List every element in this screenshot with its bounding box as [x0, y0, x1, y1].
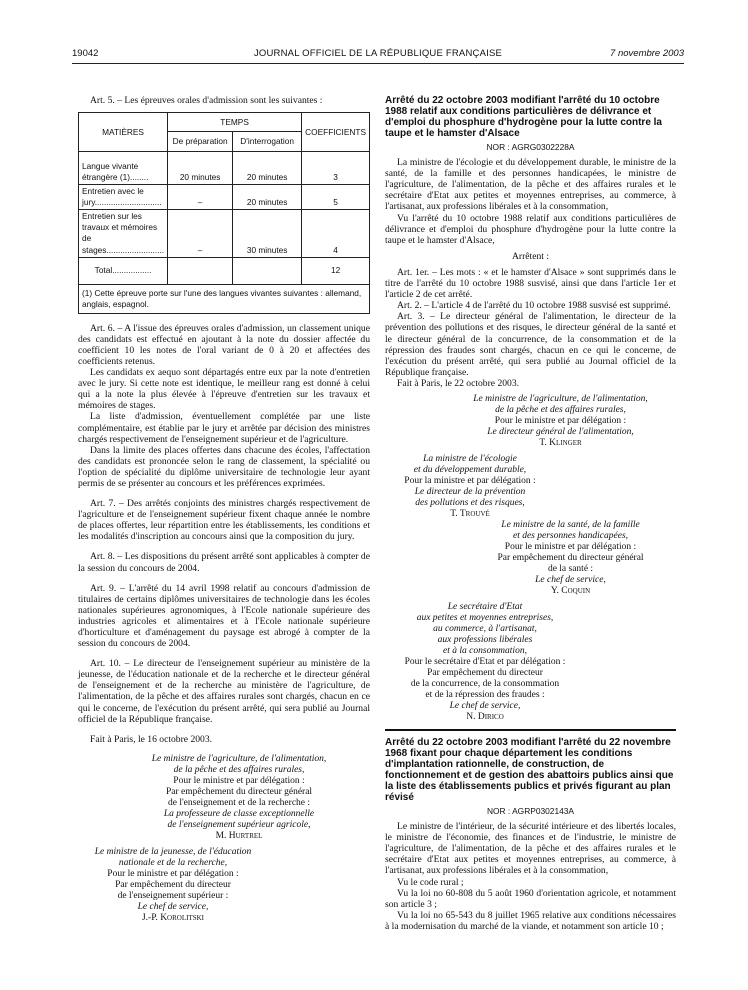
page-header [72, 48, 684, 62]
arretent: Arrêtent : [511, 250, 550, 262]
cell-matiere: Entretien sur les travaux et mémoires de stages......................... [79, 210, 168, 257]
art6-a: Art. 6. – A l'issue des épreuves orales d'admission, un classement unique des candidats est effectué en ajoutant à la note du dossier affectée du coefficient 10 les notes de l'oral variant de 0 à 20 et affectées des coefficients retenus. [78, 322, 370, 367]
art6-b: Les candidats ex aequo sont départagés entre eux par la note d'entretien avec le jury. Si cette note est identique, le meilleur rang est donné à celui qui a la note la plus élevée à l'épreuve d'entretien sur les travaux et mémoires de stages. [78, 367, 370, 412]
art9: Art. 9. – L'arrêté du 14 avril 1998 relatif au concours d'admission de titulaires de certains diplômes universitaires de technologie dans les écoles nationales supérieures agronomiques, à l'Ecole nationale supérieure des industries agricoles et alimentaires et à l'Ecole nationale supérieure d'horticulture et d'aménagement du paysage est abrogé à compter de la session du concours de 2004. [78, 582, 370, 650]
art10: Art. 10. – Le directeur de l'enseignement supérieur au ministère de la jeunesse, de l'éducation nationale et de la recherche et le directeur général de l'enseignement et de la recherche au ministère de l'agriculture, de l'alimentation, de la pêche et des affaires rurales sont chargés, chacun en ce qui le concerne, de l'exécution du présent arrêté, qui sera publié au Journal officiel de la République française. [78, 658, 370, 725]
decree1-art1: Art. 1er. – Les mots : « et le hamster d'Alsace » sont supprimés dans le titre de l'arrêté du 10 octobre 1988 susvisé, ainsi que dans l'article 1er et l'article 2 de cet arrêté. [385, 266, 676, 301]
cell-coef: 4 [302, 210, 370, 257]
table-row [79, 185, 370, 210]
decree2-preamble: Le ministre de l'intérieur, de la sécurité intérieure et des libertés locales, le ministre de l'économie, des finances et de l'industrie, le ministre de l'agriculture, de l'alimentation, de la pêche et des affaires rurales et le secrétaire d'Etat aux petites et moyennes entreprises, au commerce, à l'artisanat, aux professions libérales et à la consommation, [385, 821, 676, 877]
fait-a-paris-right: Fait à Paris, le 22 octobre 2003. [397, 377, 520, 389]
cell-prep: 20 minutes [168, 152, 233, 185]
th-temps: TEMPS [168, 113, 302, 132]
total-label: Total................. [79, 257, 168, 284]
decree2-vu-code: Vu le code rural ; [397, 876, 464, 888]
cell-interro: 20 minutes [233, 152, 302, 185]
th-matieres: MATIÈRES [79, 113, 168, 152]
decree2-vu-loi-1965: Vu la loi no 65-543 du 8 juillet 1965 relative aux conditions nécessaires à la modernisation du marché de la viande, et notamment son article 10 ; [385, 909, 676, 932]
journal-title: JOURNAL OFFICIEL DE LA RÉPUBLIQUE FRANÇAISE [253, 48, 503, 59]
decree1-vu: Vu l'arrêté du 10 octobre 1988 relatif aux conditions particulières de délivrance et d'emploi du phosphure d'hydrogène pour la lutte contre la taupe et le hamster d'Alsace, [385, 212, 676, 246]
cell-prep: – [168, 185, 233, 210]
cell-matiere: Entretien avec le jury............................. [79, 185, 168, 210]
nor-code-2: NOR : AGRP0302143A [486, 805, 575, 816]
fait-a-paris-left: Fait à Paris, le 16 octobre 2003. [90, 733, 213, 745]
decree1-preamble: La ministre de l'écologie et du développement durable, le ministre de la santé, de la famille et des personnes handicapées, le ministre de l'agriculture, de l'alimentation, de la pêche et des affaires rurales et le secrétaire d'Etat aux petites et moyennes entreprises, au commerce, à l'artisanat, aux professions libérales et à la consommation, [385, 157, 676, 213]
nor-code-1: NOR : AGRG0302228A [486, 142, 575, 152]
th-prep: De préparation [168, 132, 233, 152]
art6-c: La liste d'admission, éventuellement complétée par une liste complémentaire, est établie par le jury et arrêtée par décision des ministres chargés respectivement de l'enseignement supérieur et de l'agriculture. [78, 411, 370, 445]
oral-exams-table [78, 112, 370, 314]
art5-text: Art. 5. – Les épreuves orales d'admission sont les suivantes : [90, 95, 323, 106]
decree-title-abattoirs: Arrêté du 22 octobre 2003 modifiant l'arrêté du 22 novembre 1968 fixant pour chaque département les conditions d'implantation rationnelle, de construction, de fonctionnement et de gestion des abattoirs publics ainsi que la liste des établissements publics et privés figurant au plan révisé [385, 736, 674, 803]
art7: Art. 7. – Des arrêtés conjoints des ministres chargés respectivement de l'agriculture et de l'enseignement supérieur fixent chaque année le nombre de places offertes, leur répartition entre les établissements, les conditions et les modalités d'inscription au concours ainsi que la composition du jury. [78, 498, 370, 543]
decree-title-phosphure: Arrêté du 22 octobre 2003 modifiant l'arrêté du 10 octobre 1988 relatif aux conditions particulières de délivrance et d'emploi du phosphure d'hydrogène pour la lutte contre la taupe et le hamster d'Alsace [385, 95, 662, 139]
cell-matiere: Langue vivante étrangère (1)........ [79, 152, 168, 185]
signature-block-ecologie: La ministre de l'écologie et du développement durable, Pour la ministre et par délégation : Le directeur de la prévention des pollutions et des risques, T. Trouvé [404, 453, 536, 519]
table-note: (1) Cette épreuve porte sur l'une des langues vivantes suivantes : allemand, anglais, espagnol. [79, 284, 370, 313]
signature-block-secretaire-etat: Le secrétaire d'Etat aux petites et moyennes entreprises, au commerce, à l'artisanat, aux professions libérales et à la consommation, Pour le secrétaire d'Etat et par délégation : Par empêchement du directeur de la concurrence, de la consommation et de la répression des fraudes : Le chef de service, N. Dirico [404, 601, 566, 722]
signature-block-sante: Le ministre de la santé, de la famille et des personnes handicapées, Pour le ministre et par délégation : Par empêchement du directeur général de la santé : Le chef de service, Y. Coquin [497, 519, 644, 596]
cell-coef: 3 [302, 152, 370, 185]
signature-block-jeunesse: Le ministre de la jeunesse, de l'éducation nationale et de la recherche, Pour le ministre et par délégation : Par empêchement du directeur de l'enseignement supérieur : Le chef de service, J.-P. Korolitski [94, 846, 252, 923]
cell-interro: 30 minutes [233, 210, 302, 257]
signature-block-agriculture: Le ministre de l'agriculture, de l'alimentation, de la pêche et des affaires rurales, Pour le ministre et par délégation : Par empêchement du directeur général de l'enseignement et de la recherche : La professeure de classe exceptionnelle de l'enseignement supérieur agricole, M. Hurtrel [151, 753, 327, 841]
th-coef: COEFFICIENTS [302, 113, 370, 152]
table-row [79, 152, 370, 185]
issue-date: 7 novembre 2003 [610, 48, 684, 59]
cell-prep: – [168, 210, 233, 257]
cell-interro: 20 minutes [233, 185, 302, 210]
cell-coef: 5 [302, 185, 370, 210]
table-total-row [79, 257, 370, 284]
left-column [78, 95, 370, 924]
decree2-vu-loi-1960: Vu la loi no 60-808 du 5 août 1960 d'orientation agricole, et notamment son article 3 ; [385, 887, 676, 910]
section-separator [385, 729, 676, 731]
table-row [79, 210, 370, 257]
header-rule [72, 63, 684, 64]
total-value: 12 [302, 257, 370, 284]
decree1-art2: Art. 2. – L'article 4 de l'arrêté du 10 octobre 1988 susvisé est supprimé. [397, 300, 671, 312]
signature-block-alimentation: Le ministre de l'agriculture, de l'alimentation, de la pêche et des affaires rurales, Pour le ministre et par délégation : Le directeur général de l'alimentation, T. Klinger [473, 393, 648, 448]
right-column [385, 95, 676, 932]
art8: Art. 8. – Les dispositions du présent arrêté sont applicables à compter de la session du concours de 2004. [78, 551, 370, 574]
decree1-art3: Art. 3. – Le directeur général de l'alimentation, le directeur de la prévention des pollutions et des risques, le directeur général de la santé et le directeur général de la concurrence, de la consommation et de la répression des fraudes sont chargés, chacun en ce qui le concerne, de l'exécution du présent arrêté, qui sera publié au Journal officiel de la République française. [385, 311, 676, 378]
th-interro: D'interrogation [233, 132, 302, 152]
art6-d: Dans la limite des places offertes dans chacune des écoles, l'affectation des candidats est prononcée selon le rang de classement, la spécialité ou l'option de spécialité du diplôme universitaire de technologie leur ayant permis de se présenter au concours et les préférences exprimées. [78, 444, 370, 489]
page-number: 19042 [72, 48, 99, 59]
